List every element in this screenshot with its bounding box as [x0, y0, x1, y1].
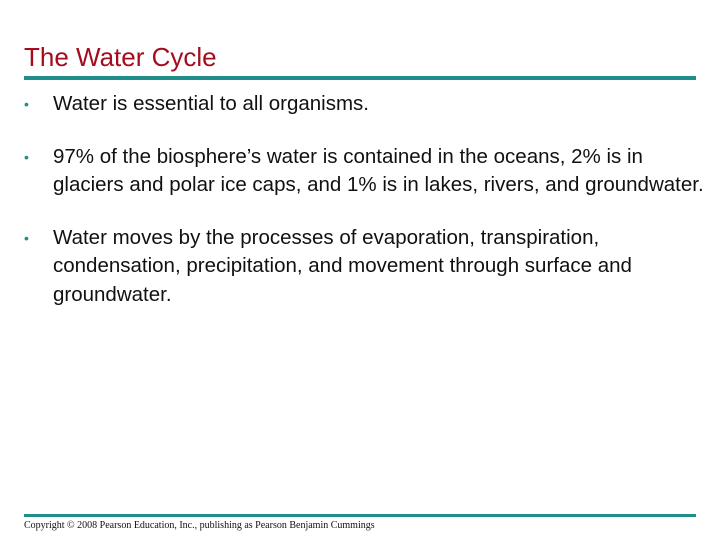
bullet-text: Water moves by the processes of evaporation, transpiration, condensation, precipitation, and movement through surface and groundwater. [53, 225, 632, 306]
copyright-notice: Copyright © 2008 Pearson Education, Inc., publishing as Pearson Benjamin Cummings [24, 520, 375, 531]
bullet-list [24, 90, 704, 333]
bullet-text: 97% of the biosphere’s water is contained in the oceans, 2% is in glaciers and polar ice caps, and 1% is in lakes, rivers, and groundwater. [53, 144, 704, 196]
footer-divider [24, 514, 696, 517]
bullet-item-1 [24, 90, 704, 119]
bullet-item-2 [24, 143, 704, 200]
bullet-text: Water is essential to all organisms. [53, 92, 369, 115]
bullet-marker: • [24, 96, 29, 112]
title-divider [24, 76, 696, 80]
slide-title: The Water Cycle [24, 42, 217, 72]
bullet-marker: • [24, 148, 29, 165]
bullet-marker: • [24, 229, 29, 246]
bullet-item-3 [24, 224, 704, 310]
